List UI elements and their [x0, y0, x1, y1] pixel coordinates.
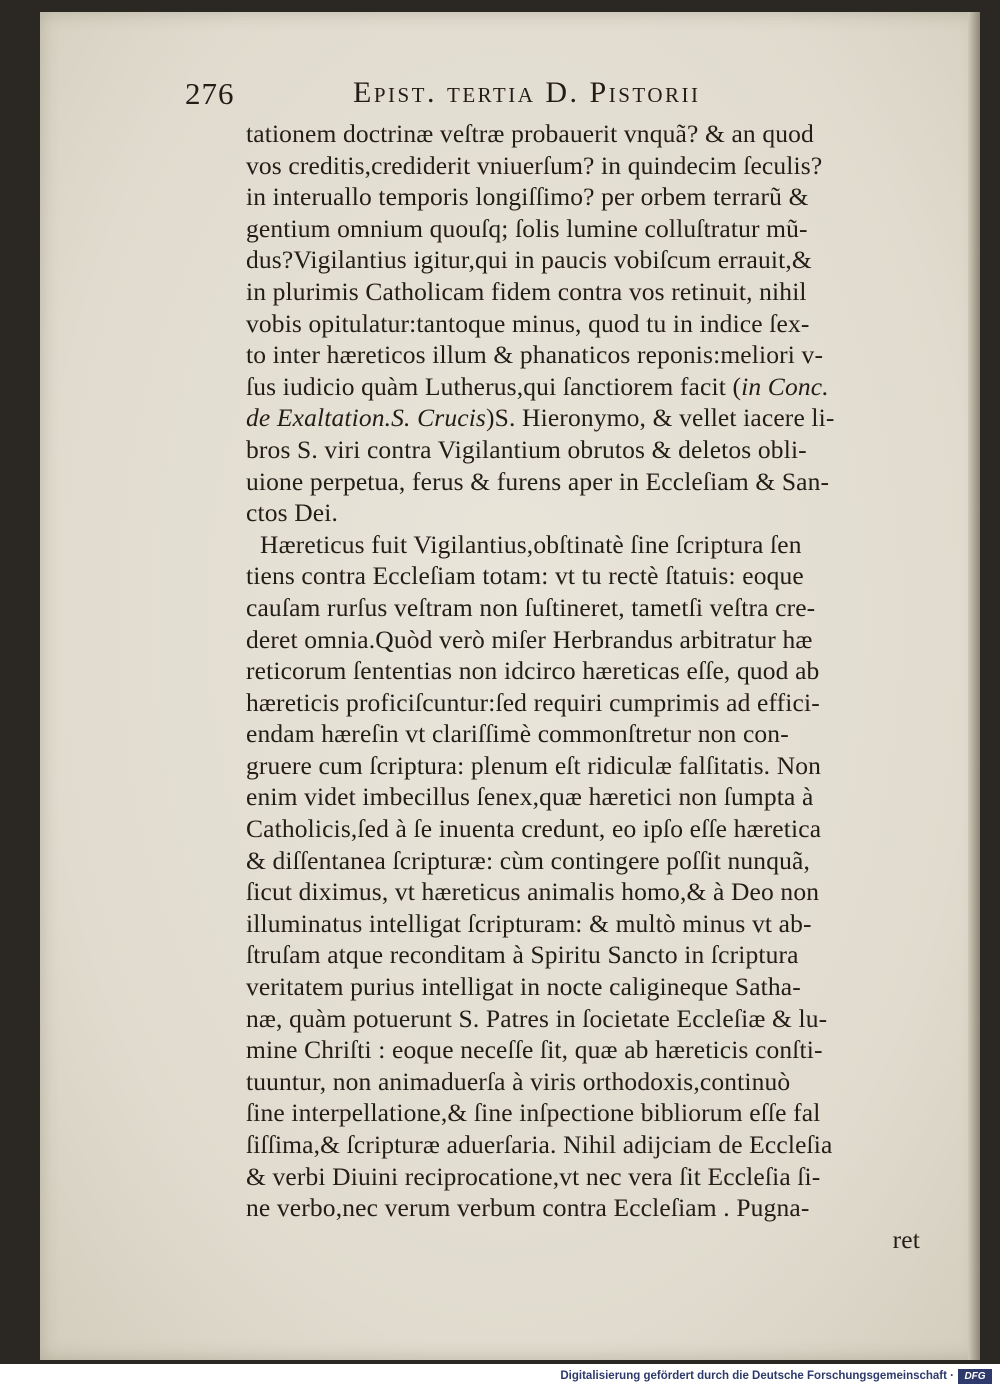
text-line	[246, 308, 936, 340]
line-text: veritatem purius intelligat in nocte caligineque Satha-	[246, 972, 801, 1002]
line-text: Catholicis,ſed à ſe inuenta credunt, eo ipſo eſſe hæretica	[246, 814, 822, 844]
text-line	[246, 1129, 936, 1161]
text-line	[246, 750, 936, 782]
digitization-footer	[0, 1364, 1000, 1391]
line-text: illuminatus intelligat ſcripturam: & multò minus vt ab-	[246, 908, 812, 938]
text-line	[246, 687, 936, 719]
line-text: gentium omnium quouſq; ſolis lumine colluſtratur mũ-	[246, 213, 808, 243]
text-line	[246, 1097, 936, 1129]
text-line	[246, 908, 936, 940]
line-text: endam hæreſin vt clariſſimè commonſtretur non con-	[246, 719, 789, 749]
line-text: in plurimis Catholicam fidem contra vos retinuit, nihil	[246, 276, 807, 306]
line-text: & diſſentanea ſcripturæ: cùm contingere poſſit nunquã,	[246, 845, 810, 875]
text-line	[246, 497, 936, 529]
text-line	[246, 434, 936, 466]
line-text: gruere cum ſcriptura: plenum eſt ridiculæ falſitatis. Non	[246, 750, 822, 780]
line-text: ſicut diximus, vt hæreticus animalis homo,& à Deo non	[246, 877, 820, 907]
text-line	[246, 150, 936, 182]
line-text: enim videt imbecillus ſenex,quæ hæretici non ſumpta à	[246, 782, 814, 812]
line-text: ſus iudicio quàm Lutherus,qui ſanctiorem facit (	[246, 371, 742, 401]
line-text: & verbi Diuini reciprocatione,vt nec vera ſit Eccleſia ſi-	[246, 1161, 821, 1191]
text-line	[246, 876, 936, 908]
line-text: ne verbo,nec verum verbum contra Eccleſiam . Pugna-	[246, 1193, 810, 1223]
text-line	[246, 181, 936, 213]
line-text: mine Chriſti : eoque neceſſe ſit, quæ ab hæreticis conſti-	[246, 1035, 823, 1065]
text-line	[246, 939, 936, 971]
text-line	[246, 845, 936, 877]
line-text: ſtruſam atque reconditam à Spiritu Sancto in ſcriptura	[246, 940, 799, 970]
line-text: tuuntur, non animaduerſa à viris orthodoxis,continuò	[246, 1066, 791, 1096]
text-line	[246, 592, 936, 624]
line-text: ret	[892, 1224, 920, 1254]
text-line	[246, 1161, 936, 1193]
body-text	[246, 118, 936, 1255]
line-text: hæreticis proficiſcuntur:ſed requiri cumprimis ad effici-	[246, 687, 820, 717]
text-line	[246, 813, 936, 845]
line-text: bros S. viri contra Vigilantium obrutos & deletos obli-	[246, 434, 807, 464]
text-line	[246, 1192, 936, 1224]
line-text: næ, quàm potuerunt S. Patres in ſocietate Eccleſiæ & lu-	[246, 1003, 828, 1033]
running-title: Epist. tertia D. Pistorii	[353, 76, 701, 109]
line-text: in interuallo temporis longiſſimo? per orbem terrarũ &	[246, 182, 809, 212]
text-line	[246, 655, 936, 687]
text-line	[246, 529, 936, 561]
text-line	[246, 718, 936, 750]
line-text: vobis opitulatur:tantoque minus, quod tu in indice ſex-	[246, 308, 810, 338]
text-line	[246, 339, 936, 371]
line-text: cauſam rurſus veſtram non ſuſtineret, tametſi veſtra cre-	[246, 592, 816, 622]
line-text: ctos Dei.	[246, 498, 338, 528]
line-text: to inter hæreticos illum & phanaticos reponis:meliori v-	[246, 340, 824, 370]
text-line	[246, 213, 936, 245]
catchword	[246, 1224, 936, 1256]
text-line	[246, 402, 936, 434]
text-line	[246, 276, 936, 308]
page-number: 276	[185, 76, 235, 111]
line-italic-text: in Conc.	[741, 371, 829, 401]
dfg-logo: DFG	[958, 1369, 992, 1384]
line-text: deret omnia.Quòd verò miſer Herbrandus arbitratur hæ	[246, 624, 813, 654]
line-italic-text: de Exaltation.S. Crucis	[246, 403, 487, 433]
text-line	[246, 371, 936, 403]
text-line	[246, 118, 936, 150]
text-line	[246, 624, 936, 656]
line-text: ſiſſima,& ſcripturæ aduerſaria. Nihil adijciam de Eccleſia	[246, 1130, 833, 1159]
line-text: ſine interpellatione,& ſine inſpectione bibliorum eſſe fal	[246, 1098, 821, 1128]
line-text: vos creditis,crediderit vniuerſum? in quindecim ſeculis?	[246, 150, 823, 180]
line-text: Hæreticus fuit Vigilantius,obſtinatè ſine ſcriptura ſen	[260, 529, 802, 559]
line-text: tationem doctrinæ veſtræ probauerit vnquã? & an quod	[246, 119, 814, 148]
text-line	[246, 1034, 936, 1066]
text-line	[246, 971, 936, 1003]
page-header	[185, 76, 845, 116]
line-text: reticorum ſententias non idcirco hæreticas eſſe, quod ab	[246, 656, 820, 686]
funding-credit: Digitalisierung gefördert durch die Deutsche Forschungsgemeinschaft ·	[560, 1370, 954, 1382]
text-line	[246, 781, 936, 813]
page-edge	[968, 12, 980, 1360]
text-line	[246, 466, 936, 498]
line-text: tiens contra Eccleſiam totam: vt tu rectè ſtatuis: eoque	[246, 561, 804, 591]
text-line	[246, 560, 936, 592]
text-line	[246, 1003, 936, 1035]
line-text: uione perpetua, ferus & furens aper in Eccleſiam & San-	[246, 466, 830, 496]
line-text: )S. Hieronymo, & vellet iacere li-	[486, 403, 835, 433]
line-text: dus?Vigilantius igitur,qui in paucis vobiſcum errauit,&	[246, 245, 812, 275]
text-line	[246, 1066, 936, 1098]
text-line	[246, 244, 936, 276]
